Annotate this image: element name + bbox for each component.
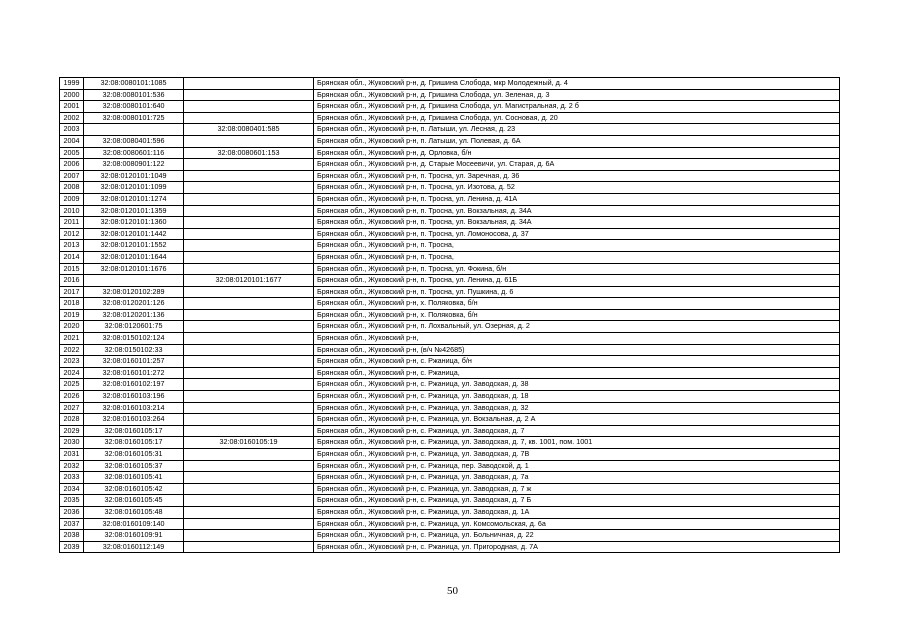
cadastral-number-cell: 32:08:0160105:17	[84, 437, 184, 449]
table-row	[60, 124, 840, 136]
linked-cadastral-number-cell	[184, 135, 314, 147]
address-cell: Брянская обл., Жуковский р-н, д. Гришина Слобода, ул. Зеленая, д. 3	[314, 89, 840, 101]
linked-cadastral-number-cell	[184, 321, 314, 333]
row-number-cell: 2029	[60, 425, 84, 437]
cadastral-number-cell: 32:08:0120102:289	[84, 286, 184, 298]
cadastral-number-cell: 32:08:0160105:17	[84, 425, 184, 437]
cadastral-number-cell: 32:08:0160102:197	[84, 379, 184, 391]
row-number-cell: 2036	[60, 506, 84, 518]
address-cell: Брянская обл., Жуковский р-н, п. Тросна, ул. Изотова, д. 52	[314, 182, 840, 194]
linked-cadastral-number-cell	[184, 89, 314, 101]
linked-cadastral-number-cell	[184, 205, 314, 217]
row-number-cell: 2006	[60, 159, 84, 171]
linked-cadastral-number-cell	[184, 402, 314, 414]
row-number-cell: 2032	[60, 460, 84, 472]
table-row	[60, 251, 840, 263]
cadastral-number-cell: 32:08:0160103:264	[84, 414, 184, 426]
row-number-cell: 2008	[60, 182, 84, 194]
address-cell: Брянская обл., Жуковский р-н, с. Ржаница, ул. Заводская, д. 7а	[314, 472, 840, 484]
linked-cadastral-number-cell	[184, 460, 314, 472]
linked-cadastral-number-cell	[184, 333, 314, 345]
table-row	[60, 506, 840, 518]
address-cell: Брянская обл., Жуковский р-н, д. Гришина Слобода, ул. Магистральная, д. 2 б	[314, 101, 840, 113]
address-cell: Брянская обл., Жуковский р-н, п. Латыши, ул. Полевая, д. 6А	[314, 135, 840, 147]
address-cell: Брянская обл., Жуковский р-н, п. Тросна,	[314, 251, 840, 263]
table-row	[60, 495, 840, 507]
row-number-cell: 2011	[60, 217, 84, 229]
row-number-cell: 2002	[60, 112, 84, 124]
address-cell: Брянская обл., Жуковский р-н, п. Тросна, ул. Ломоносова, д. 37	[314, 228, 840, 240]
table-row	[60, 449, 840, 461]
row-number-cell: 2034	[60, 483, 84, 495]
linked-cadastral-number-cell	[184, 495, 314, 507]
row-number-cell: 2018	[60, 298, 84, 310]
table-row	[60, 321, 840, 333]
address-cell: Брянская обл., Жуковский р-н, с. Ржаница, ул. Заводская, д. 32	[314, 402, 840, 414]
address-cell: Брянская обл., Жуковский р-н, с. Ржаница, ул. Заводская, д. 7 ж	[314, 483, 840, 495]
cadastral-number-cell: 32:08:0080101:725	[84, 112, 184, 124]
address-cell: Брянская обл., Жуковский р-н, с. Ржаница, ул. Заводская, д. 38	[314, 379, 840, 391]
row-number-cell: 2004	[60, 135, 84, 147]
linked-cadastral-number-cell	[184, 112, 314, 124]
linked-cadastral-number-cell	[184, 356, 314, 368]
cadastral-number-cell: 32:08:0160105:42	[84, 483, 184, 495]
address-cell: Брянская обл., Жуковский р-н, д. Гришина Слобода, мкр Молодежный, д. 4	[314, 78, 840, 90]
cadastral-number-cell	[84, 124, 184, 136]
cadastral-number-cell: 32:08:0120101:1676	[84, 263, 184, 275]
table-row	[60, 460, 840, 472]
address-cell: Брянская обл., Жуковский р-н, п. Тросна, ул. Ленина, д. 41А	[314, 193, 840, 205]
row-number-cell: 2021	[60, 333, 84, 345]
address-cell: Брянская обл., Жуковский р-н, п. Тросна, ул. Пушкина, д. 6	[314, 286, 840, 298]
cadastral-number-cell: 32:08:0120101:1360	[84, 217, 184, 229]
address-cell: Брянская обл., Жуковский р-н, с. Ржаница, ул. Комсомольская, д. 6а	[314, 518, 840, 530]
cadastral-number-cell: 32:08:0160103:214	[84, 402, 184, 414]
cadastral-number-cell: 32:08:0150102:33	[84, 344, 184, 356]
linked-cadastral-number-cell	[184, 263, 314, 275]
linked-cadastral-number-cell: 32:08:0080601:153	[184, 147, 314, 159]
row-number-cell: 2015	[60, 263, 84, 275]
linked-cadastral-number-cell	[184, 449, 314, 461]
table-row	[60, 425, 840, 437]
address-cell: Брянская обл., Жуковский р-н, п. Тросна, ул. Ленина, д. 61Б	[314, 275, 840, 287]
linked-cadastral-number-cell	[184, 193, 314, 205]
linked-cadastral-number-cell	[184, 240, 314, 252]
linked-cadastral-number-cell: 32:08:0080401:585	[184, 124, 314, 136]
address-cell: Брянская обл., Жуковский р-н, с. Ржаница, б/н	[314, 356, 840, 368]
row-number-cell: 2026	[60, 391, 84, 403]
cadastral-number-cell: 32:08:0160105:37	[84, 460, 184, 472]
table-row	[60, 472, 840, 484]
address-cell: Брянская обл., Жуковский р-н, д. Старые Мосеевичи, ул. Старая, д. 6А	[314, 159, 840, 171]
row-number-cell: 2039	[60, 541, 84, 553]
address-cell: Брянская обл., Жуковский р-н, п. Тросна, ул. Вокзальная, д. 34А	[314, 217, 840, 229]
address-cell: Брянская обл., Жуковский р-н, п. Лохвальный, ул. Озерная, д. 2	[314, 321, 840, 333]
cadastral-number-cell: 32:08:0120101:1644	[84, 251, 184, 263]
row-number-cell: 2025	[60, 379, 84, 391]
linked-cadastral-number-cell: 32:08:0160105:19	[184, 437, 314, 449]
row-number-cell: 2003	[60, 124, 84, 136]
address-cell: Брянская обл., Жуковский р-н, (в/ч №42685)	[314, 344, 840, 356]
linked-cadastral-number-cell	[184, 286, 314, 298]
linked-cadastral-number-cell	[184, 414, 314, 426]
table-row	[60, 483, 840, 495]
table-row	[60, 402, 840, 414]
linked-cadastral-number-cell	[184, 379, 314, 391]
table-row	[60, 240, 840, 252]
linked-cadastral-number-cell	[184, 251, 314, 263]
cadastral-number-cell: 32:08:0120101:1049	[84, 170, 184, 182]
cadastral-number-cell: 32:08:0160109:140	[84, 518, 184, 530]
row-number-cell: 2038	[60, 530, 84, 542]
address-cell: Брянская обл., Жуковский р-н, п. Тросна,	[314, 240, 840, 252]
table-row	[60, 101, 840, 113]
row-number-cell: 2019	[60, 309, 84, 321]
row-number-cell: 2022	[60, 344, 84, 356]
cadastral-number-cell	[84, 275, 184, 287]
cadastral-number-cell: 32:08:0120101:1274	[84, 193, 184, 205]
table-row	[60, 182, 840, 194]
table-row	[60, 391, 840, 403]
table-row	[60, 356, 840, 368]
address-cell: Брянская обл., Жуковский р-н, с. Ржаница,	[314, 367, 840, 379]
cadastral-number-cell: 32:08:0160105:48	[84, 506, 184, 518]
address-cell: Брянская обл., Жуковский р-н, п. Тросна, ул. Заречная, д. 36	[314, 170, 840, 182]
row-number-cell: 2028	[60, 414, 84, 426]
table-row	[60, 541, 840, 553]
table-row	[60, 159, 840, 171]
linked-cadastral-number-cell	[184, 101, 314, 113]
table-row	[60, 147, 840, 159]
cadastral-number-cell: 32:08:0160105:31	[84, 449, 184, 461]
row-number-cell: 2012	[60, 228, 84, 240]
linked-cadastral-number-cell	[184, 391, 314, 403]
address-cell: Брянская обл., Жуковский р-н, х. Поляковка, б/н	[314, 298, 840, 310]
linked-cadastral-number-cell	[184, 518, 314, 530]
linked-cadastral-number-cell	[184, 228, 314, 240]
registry-table	[59, 77, 840, 553]
table-row	[60, 135, 840, 147]
row-number-cell: 2009	[60, 193, 84, 205]
row-number-cell: 2031	[60, 449, 84, 461]
row-number-cell: 2001	[60, 101, 84, 113]
address-cell: Брянская обл., Жуковский р-н, с. Ржаница, ул. Заводская, д. 18	[314, 391, 840, 403]
table-row	[60, 379, 840, 391]
linked-cadastral-number-cell	[184, 182, 314, 194]
address-cell: Брянская обл., Жуковский р-н, х. Поляковка, б/н	[314, 309, 840, 321]
table-row	[60, 518, 840, 530]
row-number-cell: 2027	[60, 402, 84, 414]
address-cell: Брянская обл., Жуковский р-н, с. Ржаница, ул. Заводская, д. 7 Б	[314, 495, 840, 507]
address-cell: Брянская обл., Жуковский р-н, с. Ржаница, ул. Заводская, д. 7, кв. 1001, пом. 1001	[314, 437, 840, 449]
address-cell: Брянская обл., Жуковский р-н, д. Орловка, б/н	[314, 147, 840, 159]
row-number-cell: 2000	[60, 89, 84, 101]
table-row	[60, 170, 840, 182]
row-number-cell: 2014	[60, 251, 84, 263]
cadastral-number-cell: 32:08:0080601:116	[84, 147, 184, 159]
address-cell: Брянская обл., Жуковский р-н, с. Ржаница, ул. Вокзальная, д. 2 А	[314, 414, 840, 426]
table-row	[60, 112, 840, 124]
row-number-cell: 2016	[60, 275, 84, 287]
address-cell: Брянская обл., Жуковский р-н, п. Тросна, ул. Вокзальная, д. 34А	[314, 205, 840, 217]
linked-cadastral-number-cell	[184, 78, 314, 90]
table-row	[60, 78, 840, 90]
cadastral-number-cell: 32:08:0120101:1359	[84, 205, 184, 217]
cadastral-number-cell: 32:08:0160109:91	[84, 530, 184, 542]
address-cell: Брянская обл., Жуковский р-н, с. Ржаница, ул. Пригородная, д. 7А	[314, 541, 840, 553]
linked-cadastral-number-cell	[184, 506, 314, 518]
table-row	[60, 298, 840, 310]
row-number-cell: 2010	[60, 205, 84, 217]
cadastral-number-cell: 32:08:0160112:149	[84, 541, 184, 553]
address-cell: Брянская обл., Жуковский р-н, с. Ржаница, пер. Заводской, д. 1	[314, 460, 840, 472]
row-number-cell: 2037	[60, 518, 84, 530]
linked-cadastral-number-cell	[184, 344, 314, 356]
table-row	[60, 275, 840, 287]
linked-cadastral-number-cell	[184, 472, 314, 484]
table-row	[60, 367, 840, 379]
cadastral-number-cell: 32:08:0080101:536	[84, 89, 184, 101]
address-cell: Брянская обл., Жуковский р-н, п. Латыши, ул. Лесная, д. 23	[314, 124, 840, 136]
registry-table-body	[60, 78, 840, 553]
row-number-cell: 2030	[60, 437, 84, 449]
linked-cadastral-number-cell	[184, 530, 314, 542]
linked-cadastral-number-cell	[184, 541, 314, 553]
address-cell: Брянская обл., Жуковский р-н, с. Ржаница, ул. Заводская, д. 1А	[314, 506, 840, 518]
address-cell: Брянская обл., Жуковский р-н, д. Гришина Слобода, ул. Сосновая, д. 20	[314, 112, 840, 124]
linked-cadastral-number-cell	[184, 159, 314, 171]
row-number-cell: 2020	[60, 321, 84, 333]
address-cell: Брянская обл., Жуковский р-н, с. Ржаница, ул. Больничная, д. 22	[314, 530, 840, 542]
row-number-cell: 2024	[60, 367, 84, 379]
linked-cadastral-number-cell	[184, 217, 314, 229]
row-number-cell: 2023	[60, 356, 84, 368]
row-number-cell: 2017	[60, 286, 84, 298]
linked-cadastral-number-cell: 32:08:0120101:1677	[184, 275, 314, 287]
table-row	[60, 344, 840, 356]
page-number: 50	[447, 585, 458, 597]
cadastral-number-cell: 32:08:0080401:596	[84, 135, 184, 147]
cadastral-number-cell: 32:08:0120601:75	[84, 321, 184, 333]
linked-cadastral-number-cell	[184, 298, 314, 310]
address-cell: Брянская обл., Жуковский р-н, с. Ржаница, ул. Заводская, д. 7В	[314, 449, 840, 461]
address-cell: Брянская обл., Жуковский р-н, п. Тросна, ул. Фокина, б/н	[314, 263, 840, 275]
cadastral-number-cell: 32:08:0160101:257	[84, 356, 184, 368]
cadastral-number-cell: 32:08:0160103:196	[84, 391, 184, 403]
cadastral-number-cell: 32:08:0160105:45	[84, 495, 184, 507]
row-number-cell: 1999	[60, 78, 84, 90]
table-row	[60, 414, 840, 426]
cadastral-number-cell: 32:08:0120101:1099	[84, 182, 184, 194]
table-row	[60, 89, 840, 101]
linked-cadastral-number-cell	[184, 309, 314, 321]
cadastral-number-cell: 32:08:0160105:41	[84, 472, 184, 484]
cadastral-number-cell: 32:08:0150102:124	[84, 333, 184, 345]
table-row	[60, 205, 840, 217]
table-row	[60, 193, 840, 205]
row-number-cell: 2005	[60, 147, 84, 159]
cadastral-number-cell: 32:08:0080101:640	[84, 101, 184, 113]
table-row	[60, 309, 840, 321]
cadastral-number-cell: 32:08:0160101:272	[84, 367, 184, 379]
linked-cadastral-number-cell	[184, 483, 314, 495]
cadastral-number-cell: 32:08:0080101:1085	[84, 78, 184, 90]
cadastral-number-cell: 32:08:0080901:122	[84, 159, 184, 171]
table-row	[60, 333, 840, 345]
row-number-cell: 2033	[60, 472, 84, 484]
cadastral-number-cell: 32:08:0120101:1442	[84, 228, 184, 240]
row-number-cell: 2007	[60, 170, 84, 182]
table-row	[60, 530, 840, 542]
linked-cadastral-number-cell	[184, 170, 314, 182]
table-row	[60, 437, 840, 449]
row-number-cell: 2035	[60, 495, 84, 507]
linked-cadastral-number-cell	[184, 425, 314, 437]
linked-cadastral-number-cell	[184, 367, 314, 379]
cadastral-number-cell: 32:08:0120201:126	[84, 298, 184, 310]
table-row	[60, 286, 840, 298]
table-row	[60, 228, 840, 240]
row-number-cell: 2013	[60, 240, 84, 252]
table-row	[60, 217, 840, 229]
table-row	[60, 263, 840, 275]
cadastral-number-cell: 32:08:0120101:1552	[84, 240, 184, 252]
cadastral-number-cell: 32:08:0120201:136	[84, 309, 184, 321]
address-cell: Брянская обл., Жуковский р-н,	[314, 333, 840, 345]
address-cell: Брянская обл., Жуковский р-н, с. Ржаница, ул. Заводская, д. 7	[314, 425, 840, 437]
